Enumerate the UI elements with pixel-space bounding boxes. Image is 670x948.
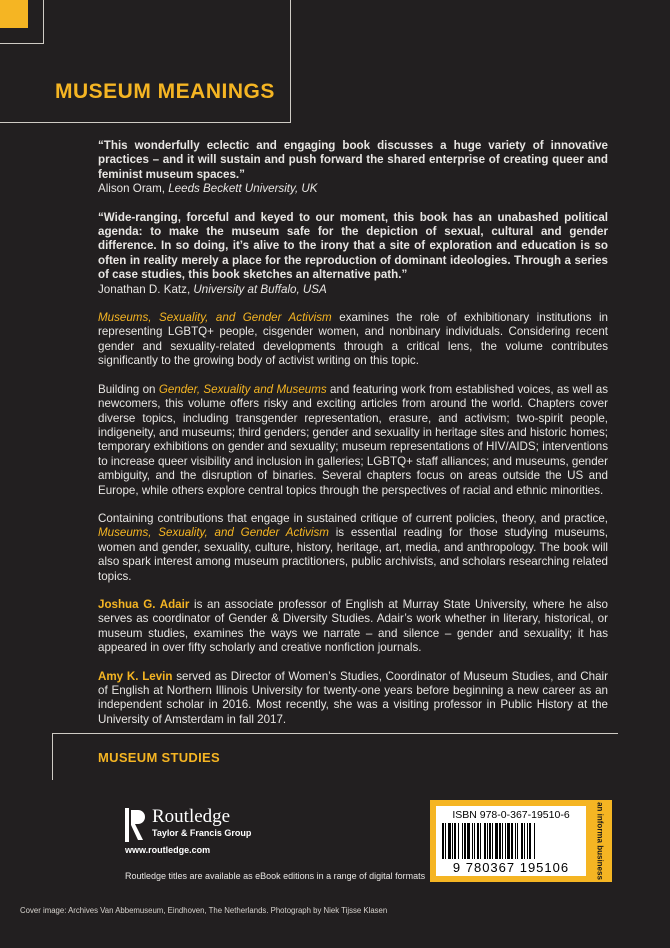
frame-bottom-line [0,122,291,123]
publisher-group: Taylor & Francis Group [152,828,252,838]
barcode-bar [442,823,444,859]
barcode-bar [477,823,479,859]
corner-accent-square [0,0,28,28]
barcode-bar [448,823,451,859]
informa-tagline: an informa business [595,802,605,880]
description-paragraph-1: Museums, Sexuality, and Gender Activism examines the role of exhibitionary institutions in representing LGBTQ+ people, cisgender women, and nonbinary individuals. Considering recent gender and sexuality-related developments through a critical lens, the volume contributes significantly to the growing body of activist writing on this topic. [98,311,609,368]
barcode-bar [511,823,513,859]
barcode-bar [487,823,488,859]
barcode-bar [534,823,535,859]
barcode-bar [495,823,498,859]
barcode-bar [467,823,470,859]
barcode-bar [454,823,456,859]
barcode-bar [505,823,506,859]
barcode-bar [529,823,531,859]
barcode-bar [458,823,459,859]
publisher-name: Routledge [152,806,231,827]
barcode-bar [462,823,463,859]
series-title: MUSEUM MEANINGS [55,80,275,103]
barcode-bar [521,823,523,859]
author-bio-levin: Amy K. Levin served as Director of Women’s Studies, Coordinator of Museum Studies, and Chair of English at Northern Illinois University for twenty-one years before beginning a new career as an independent scholar in 2016. Most recently, she was a visiting professor in Public History at the University of Amsterdam in fall 2017. [98,669,608,726]
description-paragraph-2: Building on Gender, Sexuality and Museums and featuring work from established voices, as well as newcomers, this volume offers risky and exciting articles from around the world. Chapters cover diverse topics, including transgender representation, erasure, and activism; two-spirit people, indigeneity, and museums; third genders; gender and sexuality in heritage sites and historic homes; temporary exhibitions on gender and sexuality; museum representations of HIV/AIDS; interventions to increase queer visibility and inclusion in galleries; LGBTQ+ staff alliances; and museums, gender ambiguity, and the disruption of binaries. Several chapters focus on areas outside the US and Europe, while others explore central topics through the perspectives of racial and ethnic minorities. [98,382,608,497]
barcode-bar [489,823,491,859]
barcode-bar [524,823,525,859]
barcode [436,806,586,876]
back-cover-text [98,139,608,741]
barcode-bar [507,823,510,859]
barcode-bar [472,823,473,859]
barcode-bar [499,823,501,859]
subject-label: MUSEUM STUDIES [98,750,220,765]
quote-katz: “Wide-ranging, forceful and keyed to our moment, this book has an unabashed political agenda: to make the museum safe for the depiction of sexual, cultural and gender difference. In so doing, it’s alive to the irony that a site of exploration and education is so often in reality merely a place for the reproduction of dominant ideologies. Through a series of case studies, this book sketches an alternative path.” Jonathan D. Katz, University at Buffalo, USA [98,210,608,296]
barcode-digits: 9 780367 195106 [452,860,570,875]
ebook-note: Routledge titles are available as eBook editions in a range of digital formats [125,871,426,881]
top-vertical-line [43,0,44,44]
routledge-r-icon [125,808,147,842]
barcode-bar [515,823,516,859]
barcode-bar [480,823,481,859]
barcode-bar [484,823,486,859]
barcode-bar [452,823,453,859]
barcode-bar [464,823,466,859]
barcode-bars [442,823,580,859]
barcode-bar [502,823,503,859]
barcode-bar [474,823,475,859]
barcode-bar [492,823,493,859]
barcode-bar [517,823,518,859]
barcode-bar [445,823,446,859]
author-bio-adair: Joshua G. Adair is an associate professor of English at Murray State University, where he also serves as coordinator of Gender & Diversity Studies. Adair’s work whether in literary, historical, or museum studies, examines the ways we narrate – and silence – gender and sexuality; it has appeared in over fifty scholarly and creative nonfiction journals. [98,597,608,655]
description-paragraph-3: Containing contributions that engage in sustained critique of current policies, theory, and practice, Museums, Sexuality, and Gender Activism is essential reading for those studying museums, women and gender, sexuality, culture, history, heritage, art, media, and anthropology. The book will also spark interest among museum practitioners, public archivists, and scholars researching related topics. [98,511,609,583]
barcode-bar [527,823,528,859]
top-horizontal-line [0,43,44,44]
cover-image-credit: Cover image: Archives Van Abbemuseum, Eindhoven, The Netherlands. Photograph by Niek Tijsse Klasen [20,906,388,915]
quote-oram: “This wonderfully eclectic and engaging book discusses a huge variety of innovative practices – and it will sustain and push forward the shared enterprise of creating queer and feminist museum spaces.” Alison Oram, Leeds Beckett University, UK [98,139,608,196]
publisher-website[interactable]: www.routledge.com [125,845,211,855]
barcode-panel [430,800,612,882]
frame-right-line [290,0,291,123]
isbn-text: ISBN 978-0-367-19510-6 [452,809,570,821]
